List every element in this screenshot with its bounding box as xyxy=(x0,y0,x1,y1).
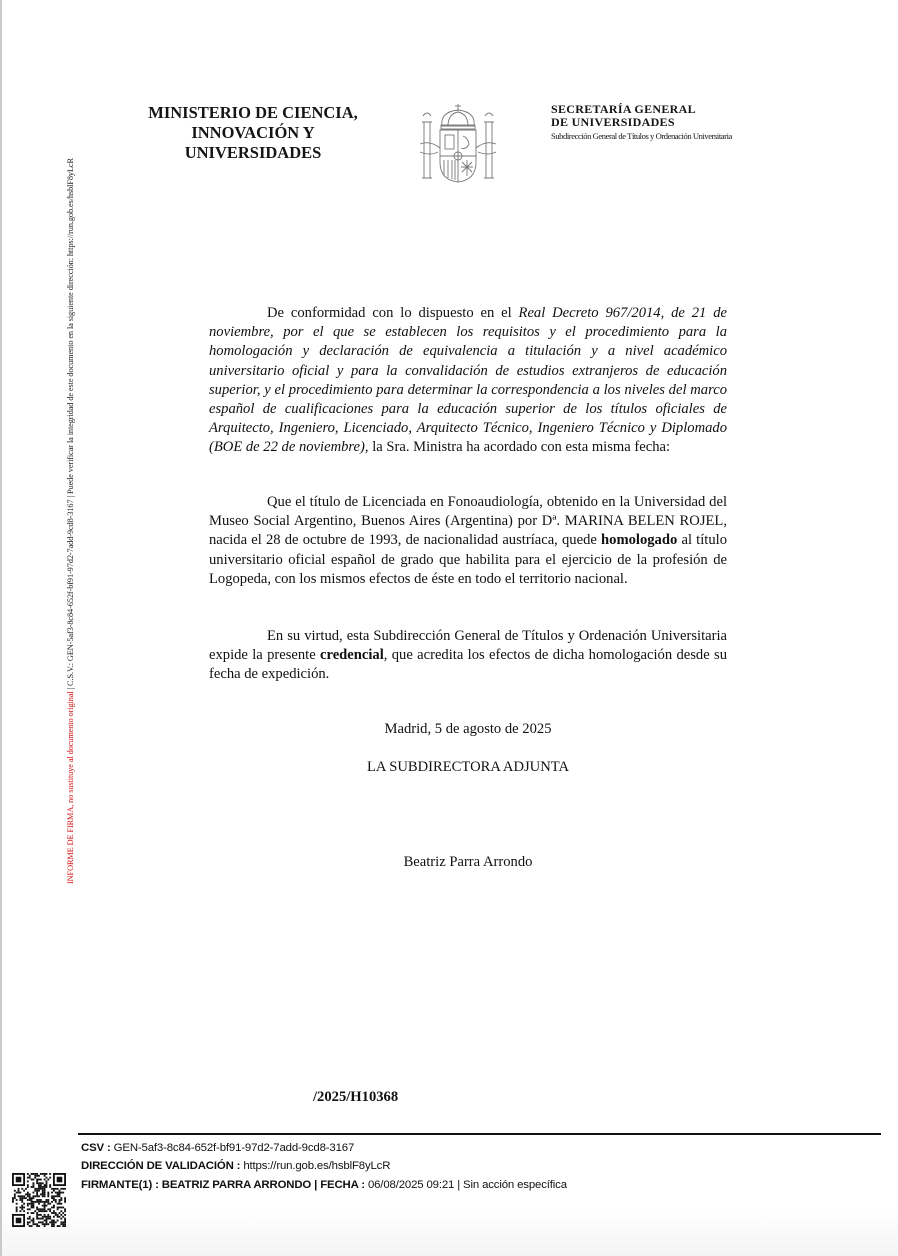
qr-code-icon[interactable] xyxy=(12,1173,66,1227)
csv-verification-notice: | C.S.V.: GEN-5af3-8c84-652f-bf91-97d2-7add-9cd8-3167 | Puede verificar la integridad de este documento en la siguiente dirección: https://run.gob.es/hsblF8yLcR xyxy=(66,158,75,692)
paragraph-text: al título universitario oficial español de grado que habilita para el ejercicio de la profesión de Logopeda, con los mismos efectos de éste en todo el territorio nacional. xyxy=(209,532,727,587)
paragraph-text: , la Sra. Ministra ha acordado con esta misma fecha: xyxy=(364,439,671,456)
secretaria-line: DE UNIVERSIDADES xyxy=(551,115,675,129)
signer-row xyxy=(81,1176,567,1194)
royal-decree-citation: Real Decreto 967/2014, de 21 de noviembre, por el que se establecen los requisitos y el procedimiento para la homologación y declaración de equivalencia a titulación y a nivel académico universitario oficial y para la convalidación de estudios extranjeros de educación superior, y el procedimiento para determinar la correspondencia a los niveles del marco español de cualificaciones para la educación superior de los títulos oficiales de Arquitecto, Ingeniero, Licenciado, Arquitecto Técnico, Ingeniero Técnico y Diplomado (BOE de 22 de noviembre) xyxy=(209,305,728,456)
ministry-line: MINISTERIO DE CIENCIA, xyxy=(148,103,358,122)
validation-row xyxy=(81,1157,567,1175)
signature-footer xyxy=(81,1139,567,1194)
signer-label: FIRMANTE(1) : BEATRIZ PARRA ARRONDO | FECHA : xyxy=(81,1178,368,1191)
page-left-edge xyxy=(0,0,2,1256)
paragraph-credential xyxy=(209,627,727,685)
signer-name: Beatriz Parra Arrondo xyxy=(403,854,533,870)
paragraph-homologation xyxy=(209,493,727,589)
signature-report-notice: INFORME DE FIRMA, no sustituye al documento original xyxy=(66,691,75,884)
credencial-emphasis: credencial xyxy=(320,647,384,664)
signer-title: LA SUBDIRECTORA ADJUNTA xyxy=(366,759,570,775)
reference-code: /2025/H10368 xyxy=(313,1089,399,1105)
validation-url-link[interactable]: https://run.gob.es/hsblF8yLcR xyxy=(243,1160,391,1173)
ministry-line: UNIVERSIDADES xyxy=(184,143,322,162)
vertical-signature-notice xyxy=(66,44,75,884)
homologado-emphasis: homologado xyxy=(601,532,678,549)
footer-divider xyxy=(78,1133,881,1135)
csv-label: CSV : xyxy=(81,1142,114,1154)
csv-row xyxy=(81,1139,567,1157)
paragraph-legal-basis xyxy=(209,304,727,458)
paragraph-text: En su virtud, esta Subdirección General de Títulos y Ordenación Universitaria expide la presente xyxy=(209,628,727,664)
secretaria-line: SECRETARÍA GENERAL xyxy=(551,102,696,116)
spain-coat-of-arms-icon xyxy=(418,100,498,186)
paragraph-text: De conformidad con lo dispuesto en el xyxy=(267,305,519,321)
ministry-name xyxy=(140,103,366,163)
secretaria-general-header xyxy=(551,103,732,141)
validation-label: DIRECCIÓN DE VALIDACIÓN : xyxy=(81,1160,244,1173)
csv-value: GEN-5af3-8c84-652f-bf91-97d2-7add-9cd8-3167 xyxy=(113,1142,355,1154)
paragraph-text: , que acredita los efectos de dicha homologación desde su fecha de expedición. xyxy=(209,647,727,683)
paragraph-text: Que el título de Licenciada en Fonoaudiología, obtenido en la Universidad del Museo Social Argentino, Buenos Aires (Argentina) por Dª. MARINA BELEN ROJEL, nacida el 28 de octubre de 1993, de nacionalidad austríaca, quede xyxy=(209,494,727,549)
place-and-date: Madrid, 5 de agosto de 2025 xyxy=(384,721,552,737)
signer-date-value: 06/08/2025 09:21 | Sin acción específica xyxy=(367,1178,567,1191)
subdireccion-name: Subdirección General de Títulos y Ordenación Universitaria xyxy=(551,131,732,141)
ministry-line: INNOVACIÓN Y xyxy=(191,123,315,142)
